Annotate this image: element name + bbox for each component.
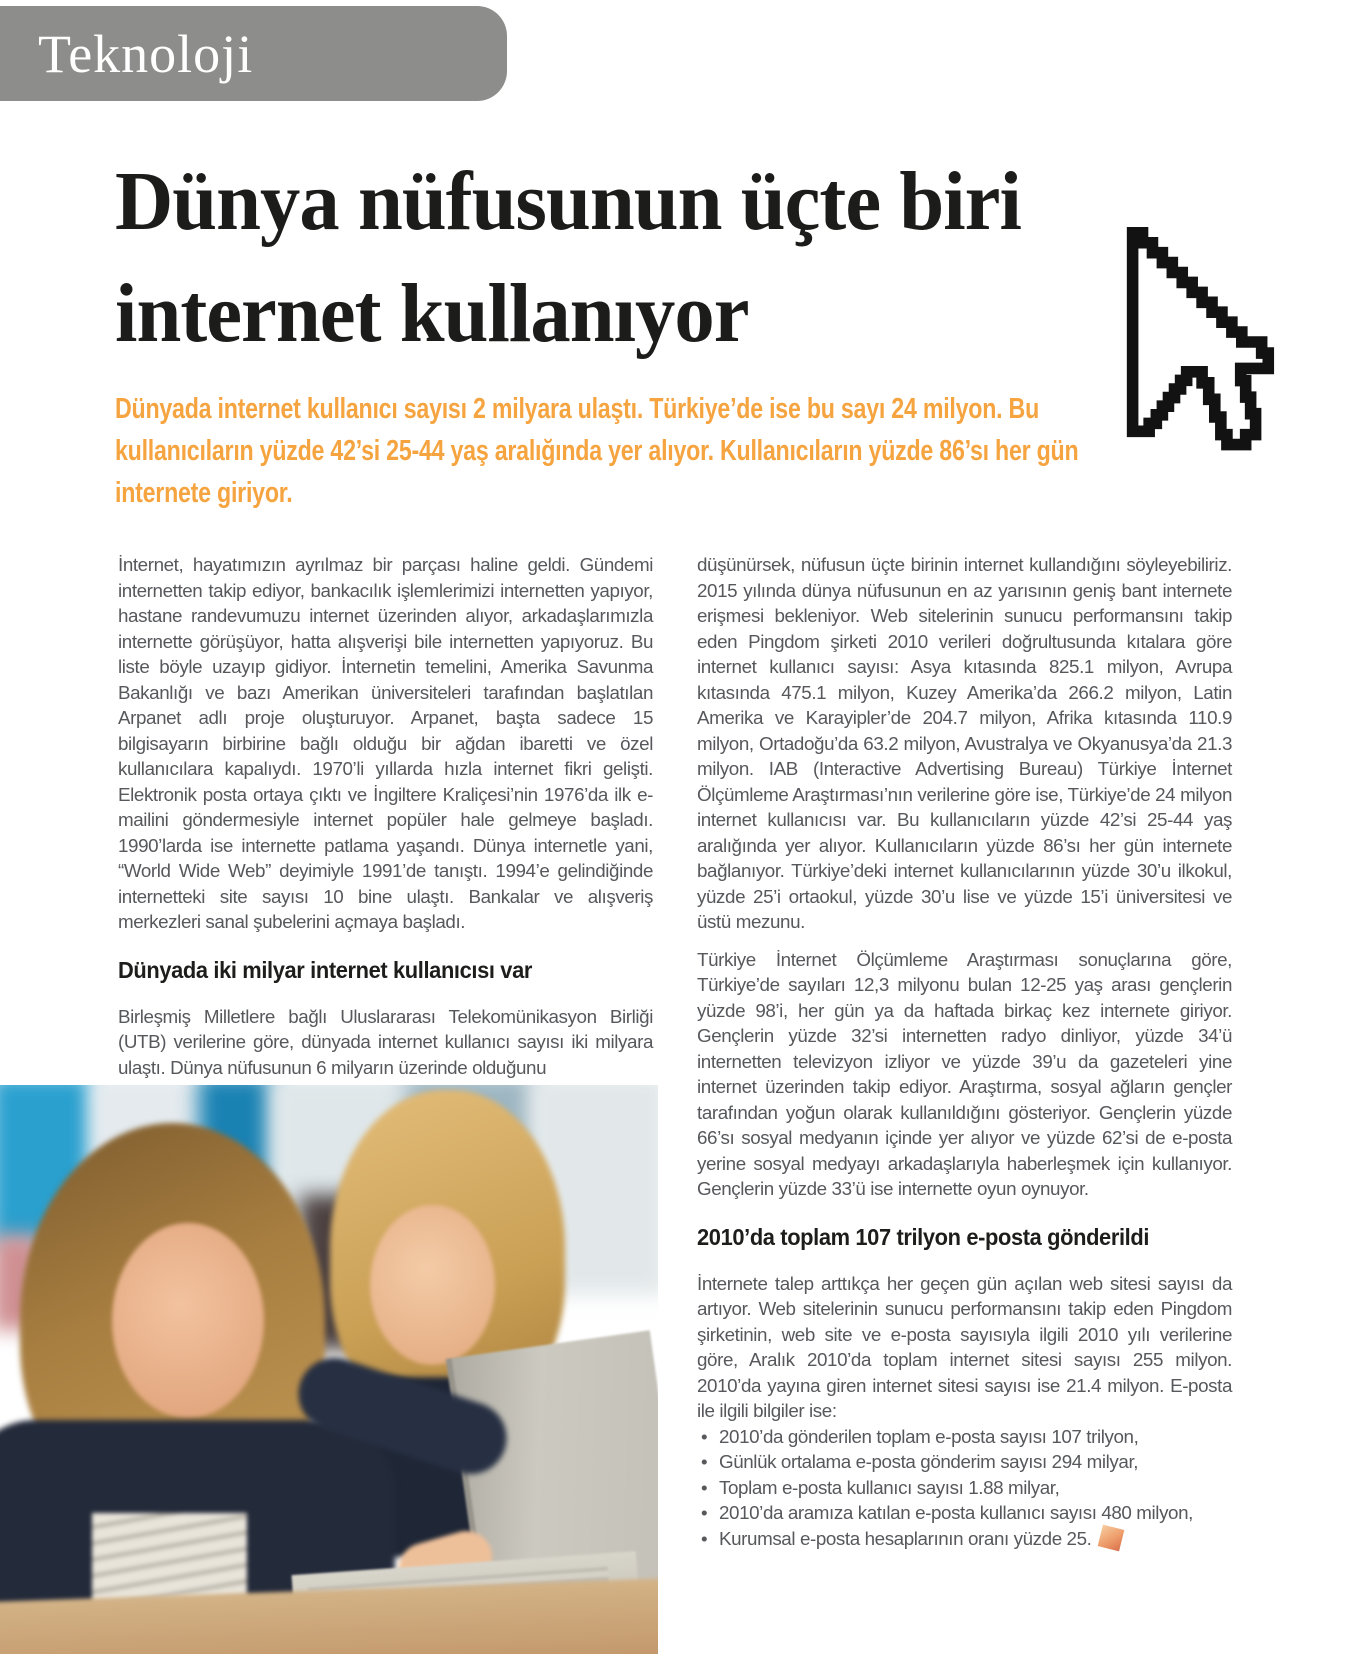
list-item: • 2010’da gönderilen toplam e-posta sayısı 107 trilyon, [697, 1424, 1232, 1450]
page-title [115, 146, 1059, 370]
section-tab [0, 6, 507, 101]
girl-right-face [370, 1205, 495, 1365]
list-item: • Günlük ortalama e-posta gönderim sayısı 294 milyar, [697, 1449, 1232, 1475]
headline-line1: Dünya nüfusunun üçte biri [115, 155, 1021, 248]
body-paragraph: düşünürsek, nüfusun üçte birinin internet kullandığını söyleyebiliriz. 2015 yılında dünya nüfusunun en az yarısının geniş bant internete erişmesi bekleniyor. Web sitelerinin sunucu performansını takip eden Pingdom şirketi 2010 verileri doğrultusunda kıtalara göre internet kullanıcı sayısı: Asya kıtasında 825.1 milyon, Avrupa kıtasında 475.1 milyon, Kuzey Amerika’da 266.2 milyon, Latin Amerika ve Karayipler’de 204.7 milyon, Afrika kıtasında 110.9 milyon, Ortadoğu’da 63.2 milyon, Avustralya ve Okyanusya’da 21.3 milyon. IAB (Interactive Advertising Bureau) Türkiye İnternet Ölçümleme Araştırması’nın verilerine göre ise, Türkiye’de 24 milyon internet kullanıcısı var. Bu kullanıcıların yüzde 42’si 25-44 yaş aralığında yer alıyor. Kullanıcıların yüzde 86’sı her gün internete bağlanıyor. Türkiye’deki internet kullanıcılarının yüzde 30’u ilkokul, yüzde 25’i ortaokul, yüzde 30’u lise ve yüzde 15’i üniversitesi ve üstü mezunu. [697, 554, 1232, 932]
list-item: • 2010’da aramıza katılan e-posta kullanıcı sayısı 480 milyon, [697, 1500, 1232, 1526]
end-marker-diamond-icon [1098, 1524, 1125, 1551]
body-paragraph: İnternet, hayatımızın ayrılmaz bir parçası haline geldi. Gündemi internetten takip ediyor, bankacılık işlemlerimizi internetten yapıyor, hastane randevumuzu internet üzerinden alıyor, arkadaşlarımızla internette görüşüyor, hatta alışverişi bile internetten yapıyoruz. Bu liste böyle uzayıp gidiyor. İnternetin temelini, Amerika Savunma Bakanlığı ve bazı Amerikan üniversiteleri tarafından başlatılan Arpanet adlı proje oluşturuyor. Arpanet, başta sadece 15 bilgisayarın birbirine bağlı olduğu bir ağdan ibaretti ve özel kullanıcılara kapalıydı. 1970’li yıllarda hızla internet fikri gelişti. Elektronik posta ortaya çıktı ve İngiltere Kraliçesi’nin 1976’da ilk e-mailini göndermesiyle internet popüler hale gelmeye başladı. 1990’larda ise internette patlama yaşandı. Dünya internetle yani, “World Wide Web” deyimiyle 1991’de tanıştı. 1994’e gelindiğinde internetteki site sayısı 10 bine ulaştı. Bankalar ve alışveriş merkezleri sanal şubelerini açmaya başladı. [118, 554, 653, 932]
girl-left-face [112, 1223, 264, 1418]
body-paragraph: Türkiye İnternet Ölçümleme Araştırması sonuçlarına göre, Türkiye’de sayıları 12,3 milyonu bulan 12-25 yaş arası gençlerin yüzde 98’i, her gün ya da haftada birkaç kez internete giriyor. Gençlerin yüzde 32’si internetten radyo dinliyor, yüzde 34’ü internetten televizyon izliyor ve yüzde 39’u da gazeteleri yine internet üzerinden takip ediyor. Araştırma, sosyal ağların gençler tarafından yoğun olarak kullanıldığını gösteriyor. Gençlerin yüzde 66’sı sosyal medyanın içinde yer alıyor ve yüzde 62’si de e-posta yerine sosyal medyayı arkadaşlarıyla haberleşmek için kullanıyor. Gençlerin yüzde 33’ü ise internette oyun oynuyor. [697, 948, 1232, 1199]
email-stats-list [697, 1424, 1232, 1552]
list-item: • Toplam e-posta kullanıcı sayısı 1.88 milyar, [697, 1475, 1232, 1501]
column-left [118, 552, 653, 1080]
list-item: • Kurumsal e-posta hesaplarının oranı yüzde 25. [697, 1526, 1232, 1552]
headline-line2: internet kullanıyor [115, 267, 749, 360]
body-paragraph: Birleşmiş Milletlere bağlı Uluslararası Telekomünikasyon Birliği (UTB) verilerine göre, dünyada internet kullanıcı sayısı iki milyara ulaştı. Dünya nüfusunun 6 milyarın üzerinde olduğunu [118, 1005, 653, 1078]
standfirst: Dünyada internet kullanıcı sayısı 2 milyara ulaştı. Türkiye’de ise bu sayı 24 milyon. Bu kullanıcıların yüzde 42’si 25-44 yaş aralığında yer alıyor. Kullanıcıların yüzde 86’sı her gün internete giriyor. [115, 393, 1079, 509]
body-paragraph: İnternete talep arttıkça her geçen gün açılan web sitesi sayısı da artıyor. Web sitelerinin sunucu performansını takip eden Pingdom şirketinin, web site ve e-posta sayısıyla ilgili 2010 yılı verilerine göre, Aralık 2010’da toplam internet sitesi sayısı 255 milyon. 2010’da yayına giren internet sitesi sayısı ise 21.4 milyon. E-posta ile ilgili bilgiler ise: [697, 1272, 1232, 1421]
section-tab-label: Teknoloji [38, 23, 254, 84]
article-photo [0, 1085, 658, 1654]
subhead-world-users: Dünyada iki milyar internet kullanıcısı var [118, 956, 532, 983]
column-right [697, 552, 1232, 1551]
subhead-email-2010: 2010’da toplam 107 trilyon e-posta gönderildi [697, 1223, 1150, 1250]
mouse-cursor-icon [1126, 224, 1276, 460]
